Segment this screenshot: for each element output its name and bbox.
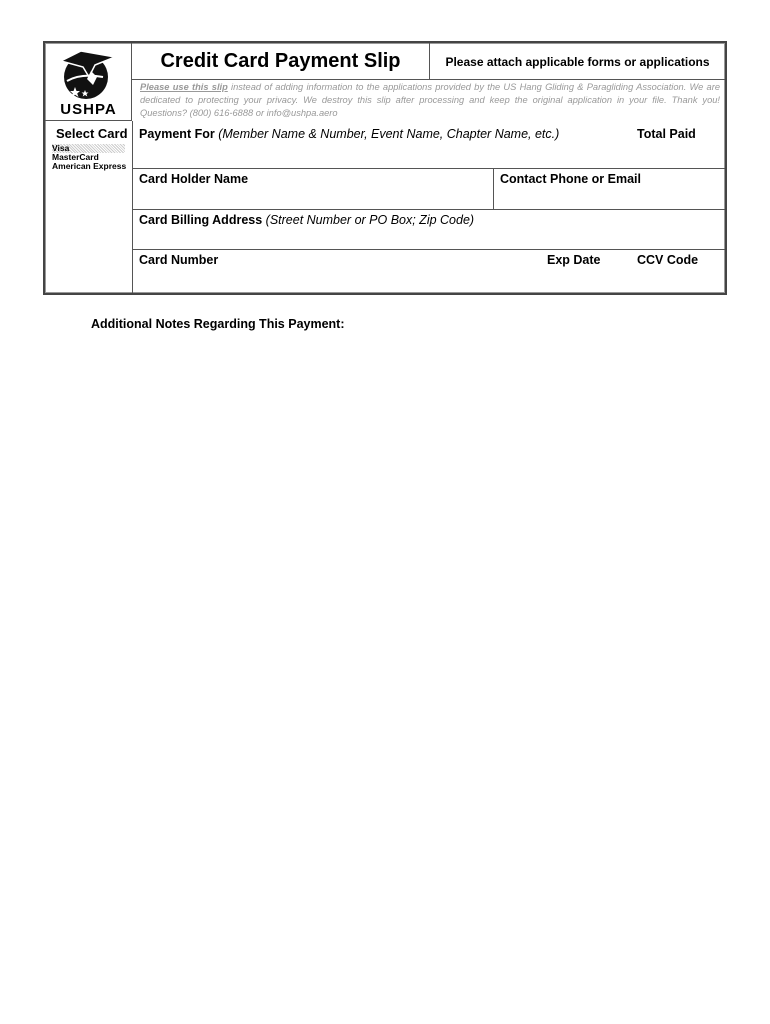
billing-address-field[interactable] (139, 213, 474, 227)
notice-lead: Please use this slip (140, 82, 228, 92)
left-column-divider (132, 121, 133, 293)
total-paid-label: Total Paid (637, 127, 696, 141)
privacy-notice (140, 81, 720, 120)
card-option-amex[interactable]: American Express (52, 161, 127, 171)
logo-cell (45, 43, 132, 121)
ushpa-logo-icon (59, 47, 117, 101)
attach-note-cell (430, 43, 725, 80)
payment-slip-form (43, 41, 727, 295)
payment-for-label: Payment For (139, 127, 215, 141)
contact-field[interactable] (500, 172, 641, 186)
payment-for-field[interactable] (139, 127, 559, 141)
exp-date-field[interactable] (547, 253, 601, 267)
total-paid-field[interactable] (637, 127, 696, 141)
ccv-label: CCV Code (637, 253, 699, 267)
row-divider-2 (132, 209, 725, 210)
billing-address-label: Card Billing Address (139, 213, 263, 227)
card-holder-label: Card Holder Name (139, 172, 249, 186)
select-card-label: Select Card (56, 126, 128, 141)
logo-text: USHPA (60, 101, 117, 118)
billing-address-hint: (Street Number or PO Box; Zip Code) (265, 213, 475, 227)
card-number-field[interactable] (139, 253, 218, 267)
card-type-listbox[interactable] (52, 144, 125, 171)
exp-date-label: Exp Date (547, 253, 601, 267)
card-holder-field[interactable] (139, 172, 248, 186)
row-divider-1 (132, 168, 725, 169)
card-option-visa[interactable]: Visa (52, 144, 125, 153)
ccv-field[interactable] (637, 253, 698, 267)
row-divider-3 (132, 249, 725, 250)
card-number-label: Card Number (139, 253, 219, 267)
title-cell (132, 43, 430, 80)
payment-for-hint: (Member Name & Number, Event Name, Chapter Name, etc.) (218, 127, 560, 141)
notice-body: instead of adding information to the applications provided by the US Hang Gliding & Paragliding Association. We are dedicated to protecting your privacy. We destroy this slip after processing and keep the original application in your file. Thank you! Questions? (800) 616-6888 or info@ushpa.aero (140, 82, 720, 118)
page-title: Credit Card Payment Slip (160, 50, 401, 72)
contact-label: Contact Phone or Email (500, 172, 641, 186)
attach-note: Please attach applicable forms or applications (445, 55, 710, 69)
contact-divider (493, 168, 494, 209)
additional-notes-label: Additional Notes Regarding This Payment: (91, 317, 345, 331)
card-option-mastercard[interactable]: MasterCard (52, 152, 99, 162)
